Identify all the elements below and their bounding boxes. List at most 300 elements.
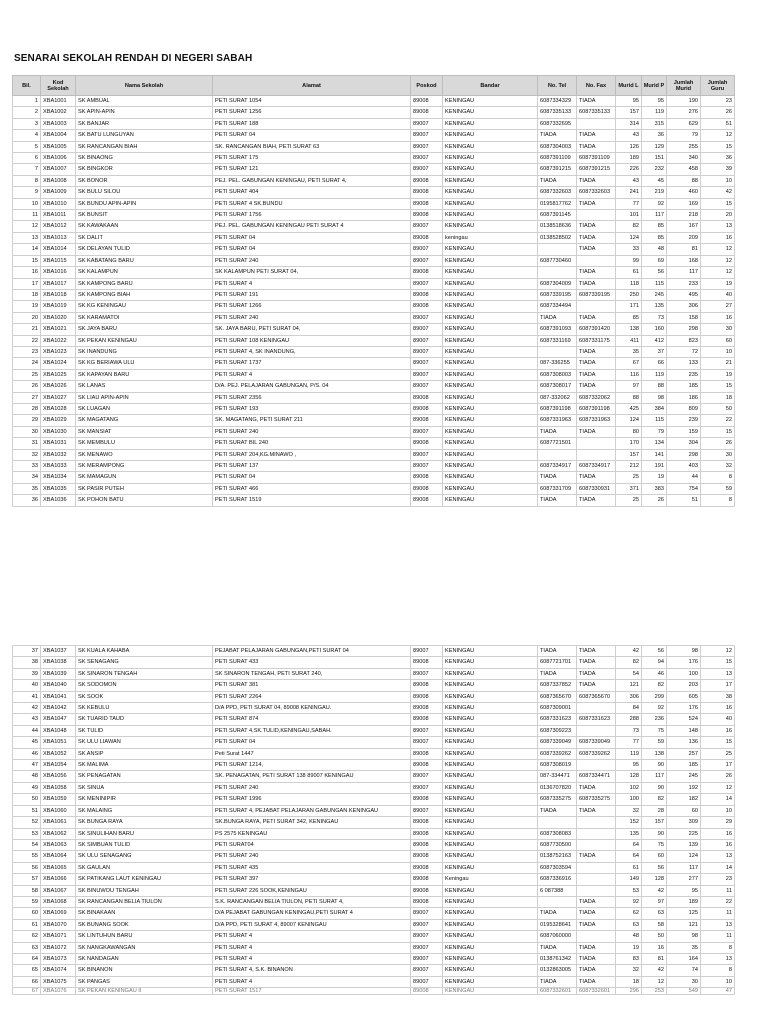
bil-cell: 51 [13, 805, 41, 816]
kod-cell: XBA1062 [41, 828, 76, 839]
fax-cell [577, 862, 616, 873]
table-row [13, 449, 735, 460]
column-header: Jumlah Murid [667, 76, 701, 96]
bandar-cell: KENINGAU [443, 267, 538, 278]
murid-p-cell: 245 [642, 289, 667, 300]
jumlah-guru-cell: 16 [701, 725, 735, 736]
fax-cell: 6087339195 [577, 289, 616, 300]
kod-cell: XBA1011 [41, 210, 76, 221]
murid-p-cell: 384 [642, 403, 667, 414]
nama-cell: SK BUNGA RAYA [76, 817, 213, 828]
nama-cell: SK BONOR [76, 175, 213, 186]
alamat-cell: PETI SURAT 4, SK INANDUNG, [213, 346, 411, 357]
table-row [13, 164, 735, 175]
kod-cell: XBA1025 [41, 369, 76, 380]
murid-l-cell: 85 [616, 312, 642, 323]
column-header: No. Fax [577, 76, 616, 96]
poskod-cell: 89007 [411, 381, 443, 392]
alamat-cell: D/A PEJABAT GABUNGAN KENINGAU,PETI SURAT 4 [213, 908, 411, 919]
bandar-cell: KENINGAU [443, 976, 538, 987]
jumlah-murid-cell: 35 [667, 942, 701, 953]
table-row [13, 680, 735, 691]
bandar-cell: KENINGAU [443, 782, 538, 793]
tel-cell: 0138528502 [538, 232, 577, 243]
murid-l-cell: 288 [616, 714, 642, 725]
jumlah-guru-cell: 18 [701, 392, 735, 403]
alamat-cell: PETI SURAT 240 [213, 782, 411, 793]
kod-cell: XBA1042 [41, 703, 76, 714]
nama-cell: SK MENINIPIR [76, 794, 213, 805]
jumlah-murid-cell: 74 [667, 965, 701, 976]
kod-cell: XBA1024 [41, 358, 76, 369]
kod-cell: XBA1001 [41, 96, 76, 107]
fax-cell: TIADA [577, 369, 616, 380]
murid-l-cell: 170 [616, 438, 642, 449]
bil-cell: 50 [13, 794, 41, 805]
poskod-cell: 89008 [411, 680, 443, 691]
jumlah-murid-cell: 88 [667, 175, 701, 186]
table-row [13, 953, 735, 964]
kod-cell: XBA1010 [41, 198, 76, 209]
table-row [13, 691, 735, 702]
poskod-cell: 89008 [411, 472, 443, 483]
jumlah-murid-cell: 72 [667, 346, 701, 357]
fax-cell [577, 255, 616, 266]
jumlah-guru-cell: 15 [701, 381, 735, 392]
poskod-cell: 89007 [411, 976, 443, 987]
table-row [13, 483, 735, 494]
jumlah-guru-cell: 22 [701, 896, 735, 907]
bandar-cell: KENINGAU [443, 324, 538, 335]
jumlah-guru-cell: 22 [701, 415, 735, 426]
bandar-cell: KENINGAU [443, 392, 538, 403]
jumlah-guru-cell: 14 [701, 794, 735, 805]
jumlah-murid-cell: 460 [667, 187, 701, 198]
bandar-cell: keningau [443, 232, 538, 243]
murid-l-cell: 82 [616, 221, 642, 232]
alamat-cell: PEJABAT PELAJARAN GABUNGAN,PETI SURAT 04 [213, 646, 411, 657]
nama-cell: SK BULU SILOU [76, 187, 213, 198]
poskod-cell: 89007 [411, 725, 443, 736]
nama-cell: SK MERAMPONG [76, 461, 213, 472]
jumlah-murid-cell: 159 [667, 426, 701, 437]
murid-p-cell: 119 [642, 369, 667, 380]
bil-cell: 37 [13, 646, 41, 657]
jumlah-murid-cell: 121 [667, 919, 701, 930]
nama-cell: SK BINAONG [76, 153, 213, 164]
bandar-cell: KENINGAU [443, 175, 538, 186]
bil-cell: 44 [13, 725, 41, 736]
murid-p-cell: 59 [642, 737, 667, 748]
bandar-cell: KENINGAU [443, 771, 538, 782]
kod-cell: XBA1026 [41, 381, 76, 392]
nama-cell: SK MEMBULU [76, 438, 213, 449]
jumlah-guru-cell: 19 [701, 369, 735, 380]
murid-l-cell: 121 [616, 680, 642, 691]
bandar-cell: KENINGAU [443, 851, 538, 862]
nama-cell: SK KARAMATOI [76, 312, 213, 323]
school-table-page-2 [12, 645, 735, 995]
kod-cell: XBA1065 [41, 862, 76, 873]
jumlah-murid-cell: 30 [667, 976, 701, 987]
tel-cell: 6087721501 [538, 438, 577, 449]
kod-cell: XBA1004 [41, 130, 76, 141]
jumlah-guru-cell: 47 [701, 988, 735, 995]
murid-l-cell: 25 [616, 495, 642, 506]
murid-l-cell: 88 [616, 392, 642, 403]
tel-cell: 0132863005 [538, 965, 577, 976]
jumlah-murid-cell: 239 [667, 415, 701, 426]
murid-l-cell: 157 [616, 107, 642, 118]
murid-p-cell: 85 [642, 232, 667, 243]
jumlah-guru-cell: 16 [701, 312, 735, 323]
nama-cell: SK BUNSIT [76, 210, 213, 221]
alamat-cell: PETI SURAT BIL 240 [213, 438, 411, 449]
bil-cell: 18 [13, 289, 41, 300]
tel-cell: 6087308003 [538, 369, 577, 380]
jumlah-guru-cell: 32 [701, 461, 735, 472]
table-header-row [13, 76, 735, 96]
jumlah-murid-cell: 629 [667, 118, 701, 129]
murid-p-cell: 299 [642, 691, 667, 702]
bandar-cell: KENINGAU [443, 96, 538, 107]
table-row [13, 187, 735, 198]
table-row [13, 96, 735, 107]
jumlah-murid-cell: 276 [667, 107, 701, 118]
alamat-cell: PETI SURAT 433 [213, 657, 411, 668]
bandar-cell: KENINGAU [443, 438, 538, 449]
murid-p-cell: 135 [642, 301, 667, 312]
murid-p-cell: 129 [642, 141, 667, 152]
jumlah-guru-cell: 13 [701, 668, 735, 679]
kod-cell: XBA1029 [41, 415, 76, 426]
alamat-cell: SK. JAYA BARU, PETI SURAT 04, [213, 324, 411, 335]
table-row [13, 748, 735, 759]
kod-cell: XBA1072 [41, 942, 76, 953]
alamat-cell: PETI SURAT 1214, [213, 760, 411, 771]
fax-cell: 6087334471 [577, 771, 616, 782]
jumlah-guru-cell: 23 [701, 96, 735, 107]
murid-p-cell: 92 [642, 198, 667, 209]
murid-p-cell: 56 [642, 646, 667, 657]
jumlah-murid-cell: 218 [667, 210, 701, 221]
jumlah-murid-cell: 823 [667, 335, 701, 346]
jumlah-guru-cell: 12 [701, 130, 735, 141]
table-row [13, 130, 735, 141]
bandar-cell: KENINGAU [443, 794, 538, 805]
alamat-cell: PETI SURAT 04 [213, 244, 411, 255]
bil-cell: 49 [13, 782, 41, 793]
kod-cell: XBA1028 [41, 403, 76, 414]
table-row [13, 221, 735, 232]
tel-cell: TIADA [538, 426, 577, 437]
bandar-cell: KENINGAU [443, 942, 538, 953]
tel-cell: TIADA [538, 472, 577, 483]
alamat-cell: PETI SURAT 1737 [213, 358, 411, 369]
nama-cell: SK ANSIP [76, 748, 213, 759]
jumlah-murid-cell: 298 [667, 449, 701, 460]
alamat-cell: PETI SURAT 240 [213, 312, 411, 323]
bil-cell: 16 [13, 267, 41, 278]
poskod-cell: 89007 [411, 369, 443, 380]
fax-cell: TIADA [577, 141, 616, 152]
jumlah-guru-cell: 16 [701, 828, 735, 839]
bil-cell: 46 [13, 748, 41, 759]
nama-cell: SK TUARID TAUD [76, 714, 213, 725]
fax-cell: TIADA [577, 312, 616, 323]
jumlah-murid-cell: 60 [667, 805, 701, 816]
fax-cell: TIADA [577, 278, 616, 289]
table-row [13, 988, 735, 995]
tel-cell: 6087309001 [538, 703, 577, 714]
murid-p-cell: 28 [642, 805, 667, 816]
murid-l-cell: 425 [616, 403, 642, 414]
table-row [13, 760, 735, 771]
fax-cell [577, 301, 616, 312]
bil-cell: 17 [13, 278, 41, 289]
bandar-cell: KENINGAU [443, 931, 538, 942]
tel-cell: 0138518636 [538, 221, 577, 232]
alamat-cell: PETI SURAT 2264 [213, 691, 411, 702]
fax-cell: TIADA [577, 908, 616, 919]
tel-cell: 6087730500 [538, 839, 577, 850]
murid-p-cell: 232 [642, 164, 667, 175]
alamat-cell: PETI SURAT 4 [213, 278, 411, 289]
poskod-cell: 89008 [411, 657, 443, 668]
nama-cell: SK PEKAN KENINGAU II [76, 988, 213, 995]
poskod-cell: 89007 [411, 221, 443, 232]
fax-cell: 6087331963 [577, 415, 616, 426]
poskod-cell: 89008 [411, 851, 443, 862]
jumlah-guru-cell: 40 [701, 289, 735, 300]
alamat-cell: PETI SURAT 4 SK.BUNDU [213, 198, 411, 209]
murid-l-cell: 126 [616, 141, 642, 152]
poskod-cell: 89007 [411, 244, 443, 255]
poskod-cell: 89008 [411, 794, 443, 805]
tel-cell: 6087391198 [538, 403, 577, 414]
poskod-cell: 89007 [411, 358, 443, 369]
jumlah-murid-cell: 98 [667, 646, 701, 657]
bandar-cell: KENINGAU [443, 839, 538, 850]
bil-cell: 55 [13, 851, 41, 862]
kod-cell: XBA1019 [41, 301, 76, 312]
bil-cell: 6 [13, 153, 41, 164]
table-row [13, 782, 735, 793]
tel-cell: 6087365670 [538, 691, 577, 702]
fax-cell [577, 760, 616, 771]
fax-cell: TIADA [577, 267, 616, 278]
murid-l-cell: 43 [616, 175, 642, 186]
poskod-cell: 89007 [411, 118, 443, 129]
bandar-cell: KENINGAU [443, 965, 538, 976]
alamat-cell: PETI SURAT 04 [213, 232, 411, 243]
bil-cell: 35 [13, 483, 41, 494]
kod-cell: XBA1007 [41, 164, 76, 175]
nama-cell: SK POHON BATU [76, 495, 213, 506]
fax-cell: 6087335275 [577, 794, 616, 805]
column-header: Kod Sekolah [41, 76, 76, 96]
table-row [13, 737, 735, 748]
bandar-cell: KENINGAU [443, 908, 538, 919]
jumlah-murid-cell: 176 [667, 657, 701, 668]
murid-p-cell: 90 [642, 828, 667, 839]
poskod-cell: 89007 [411, 646, 443, 657]
bandar-cell: KENINGAU [443, 988, 538, 995]
murid-l-cell: 54 [616, 668, 642, 679]
bil-cell: 53 [13, 828, 41, 839]
table-row [13, 415, 735, 426]
jumlah-murid-cell: 185 [667, 760, 701, 771]
jumlah-murid-cell: 117 [667, 862, 701, 873]
fax-cell [577, 210, 616, 221]
jumlah-murid-cell: 79 [667, 130, 701, 141]
jumlah-guru-cell: 51 [701, 118, 735, 129]
nama-cell: SK PASIR PUTEH [76, 483, 213, 494]
kod-cell: XBA1054 [41, 760, 76, 771]
alamat-cell: D/A PPD, PETI SURAT 4, 89007 KENINGAU [213, 919, 411, 930]
nama-cell: SK MALAING [76, 805, 213, 816]
tel-cell [538, 817, 577, 828]
kod-cell: XBA1030 [41, 426, 76, 437]
poskod-cell: 89008 [411, 988, 443, 995]
alamat-cell: PEJ. PEL. GABUNGAN KENINGAU, PETI SURAT 4, [213, 175, 411, 186]
murid-l-cell: 35 [616, 346, 642, 357]
table-row [13, 107, 735, 118]
kod-cell: XBA1041 [41, 691, 76, 702]
murid-l-cell: 189 [616, 153, 642, 164]
column-header: Alamat [213, 76, 411, 96]
murid-l-cell: 241 [616, 187, 642, 198]
jumlah-guru-cell: 15 [701, 657, 735, 668]
fax-cell [577, 703, 616, 714]
murid-l-cell: 99 [616, 255, 642, 266]
poskod-cell: 89007 [411, 153, 443, 164]
bil-cell: 26 [13, 381, 41, 392]
jumlah-murid-cell: 95 [667, 885, 701, 896]
table-row [13, 255, 735, 266]
kod-cell: XBA1073 [41, 953, 76, 964]
bandar-cell: KENINGAU [443, 278, 538, 289]
tel-cell: 6087331169 [538, 335, 577, 346]
kod-cell: XBA1068 [41, 896, 76, 907]
murid-p-cell: 56 [642, 862, 667, 873]
bil-cell: 47 [13, 760, 41, 771]
bil-cell: 31 [13, 438, 41, 449]
murid-p-cell: 73 [642, 312, 667, 323]
bandar-cell: KENINGAU [443, 737, 538, 748]
kod-cell: XBA1034 [41, 472, 76, 483]
fax-cell: TIADA [577, 805, 616, 816]
tel-cell: 6087339195 [538, 289, 577, 300]
murid-l-cell: 212 [616, 461, 642, 472]
bandar-cell: KENINGAU [443, 358, 538, 369]
tel-cell: 6087334494 [538, 301, 577, 312]
jumlah-guru-cell: 12 [701, 646, 735, 657]
table-row [13, 392, 735, 403]
bil-cell: 45 [13, 737, 41, 748]
jumlah-murid-cell: 209 [667, 232, 701, 243]
alamat-cell: PETI SURAT 4, S.K. BINANON [213, 965, 411, 976]
fax-cell: TIADA [577, 965, 616, 976]
tel-cell: 6087332603 [538, 187, 577, 198]
kod-cell: XBA1051 [41, 737, 76, 748]
tel-cell: 6087308017 [538, 381, 577, 392]
murid-l-cell: 296 [616, 988, 642, 995]
bil-cell: 19 [13, 301, 41, 312]
fax-cell [577, 931, 616, 942]
bandar-cell: KENINGAU [443, 953, 538, 964]
table-row [13, 931, 735, 942]
murid-l-cell: 48 [616, 931, 642, 942]
murid-l-cell: 73 [616, 725, 642, 736]
bandar-cell: KENINGAU [443, 312, 538, 323]
nama-cell: SK SINUA [76, 782, 213, 793]
bil-cell: 21 [13, 324, 41, 335]
tel-cell: TIADA [538, 175, 577, 186]
murid-p-cell: 42 [642, 885, 667, 896]
alamat-cell: D/A. PEJ. PELAJARAN GABUNGAN, P/S. 04 [213, 381, 411, 392]
nama-cell: SK BINANON [76, 965, 213, 976]
murid-l-cell: 53 [616, 885, 642, 896]
poskod-cell: 89008 [411, 760, 443, 771]
table-row [13, 312, 735, 323]
alamat-cell: PETI SURAT 108 KENINGAU [213, 335, 411, 346]
murid-l-cell: 314 [616, 118, 642, 129]
table-row [13, 817, 735, 828]
school-table-page-1 [12, 75, 735, 507]
murid-l-cell: 80 [616, 426, 642, 437]
tel-cell: 6087337852 [538, 680, 577, 691]
nama-cell: SK BUNDU APIN-APIN [76, 198, 213, 209]
nama-cell: SK MANSIAT [76, 426, 213, 437]
murid-l-cell: 61 [616, 862, 642, 873]
murid-l-cell: 84 [616, 703, 642, 714]
column-header: No. Tel [538, 76, 577, 96]
jumlah-murid-cell: 51 [667, 495, 701, 506]
murid-l-cell: 371 [616, 483, 642, 494]
bandar-cell: KENINGAU [443, 862, 538, 873]
bil-cell: 63 [13, 942, 41, 953]
alamat-cell: PETI SURAT 204,KG.MINAWO , [213, 449, 411, 460]
fax-cell: 6087330931 [577, 483, 616, 494]
bil-cell: 22 [13, 335, 41, 346]
bandar-cell: KENINGAU [443, 483, 538, 494]
tel-cell: 0195817762 [538, 198, 577, 209]
bandar-cell: KENINGAU [443, 107, 538, 118]
kod-cell: XBA1015 [41, 255, 76, 266]
jumlah-guru-cell: 60 [701, 335, 735, 346]
nama-cell: SK BINAKAAN [76, 908, 213, 919]
kod-cell: XBA1071 [41, 931, 76, 942]
table-row [13, 919, 735, 930]
alamat-cell: PEJ. PEL. GABUNGAN KENINGAU PETI SURAT 4 [213, 221, 411, 232]
alamat-cell: PETI SURAT 4 [213, 953, 411, 964]
murid-l-cell: 102 [616, 782, 642, 793]
murid-p-cell: 42 [642, 965, 667, 976]
alamat-cell: PETI SURAT 1519 [213, 495, 411, 506]
table-row [13, 438, 735, 449]
murid-p-cell: 12 [642, 976, 667, 987]
murid-p-cell: 138 [642, 748, 667, 759]
nama-cell: SK DALIT [76, 232, 213, 243]
murid-l-cell: 118 [616, 278, 642, 289]
table-row [13, 278, 735, 289]
jumlah-guru-cell: 12 [701, 244, 735, 255]
nama-cell: SK MALIMA [76, 760, 213, 771]
bandar-cell: KENINGAU [443, 472, 538, 483]
murid-l-cell: 128 [616, 771, 642, 782]
jumlah-guru-cell: 50 [701, 403, 735, 414]
